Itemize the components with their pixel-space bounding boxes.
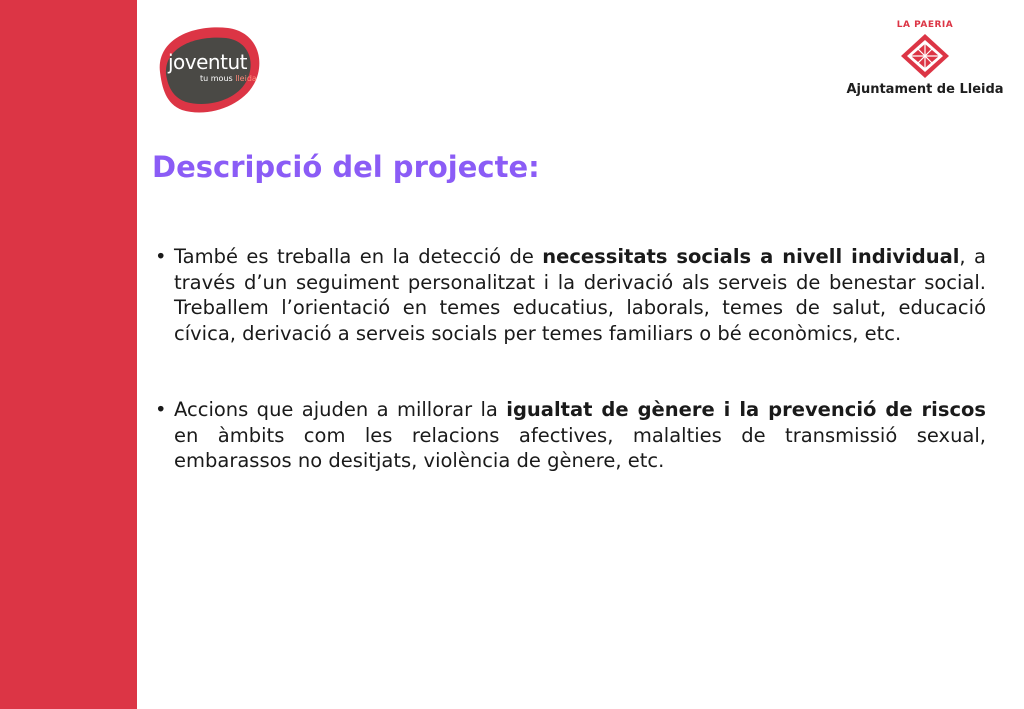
bullet-text: També es treballa en la detecció de: [174, 245, 543, 268]
bullet-item: [155, 397, 986, 474]
bullet-text: Accions que ajuden a millorar la: [174, 398, 507, 421]
paeria-emblem-icon: [897, 32, 953, 80]
bullet-text: en àmbits com les relacions afectives, malalties de transmissió sexual, embarassos no desitjats, violència de gènere, etc.: [174, 423, 986, 472]
bullet-item: [155, 244, 986, 346]
joventut-logo: [150, 22, 265, 117]
bullet-text: , a través d’un seguiment personalitzat i la derivació als serveis de benestar social. Treballem l’orientació en temes educatius, laborals, temes de salut, educació cívica, derivació a serveis socials per temes familiars o bé econòmics, etc.: [174, 245, 986, 345]
paeria-logo: [835, 20, 1015, 105]
bullet-emphasis: igualtat de gènere i la prevenció de riscos: [506, 398, 987, 421]
side-color-band: [0, 0, 137, 709]
joventut-tagline: tu mous lleida: [200, 74, 257, 83]
paeria-bottom-text: Ajuntament de Lleida: [846, 82, 1004, 97]
bullet-emphasis: necessitats socials a nivell individual: [542, 245, 960, 268]
bullet-icon: •: [155, 398, 167, 421]
joventut-wordmark: joventut: [168, 50, 247, 74]
slide-content: [155, 244, 986, 474]
paeria-top-text: LA PAERIA: [896, 20, 954, 30]
slide-title: Descripció del projecte:: [152, 150, 540, 184]
bullet-icon: •: [155, 245, 167, 268]
